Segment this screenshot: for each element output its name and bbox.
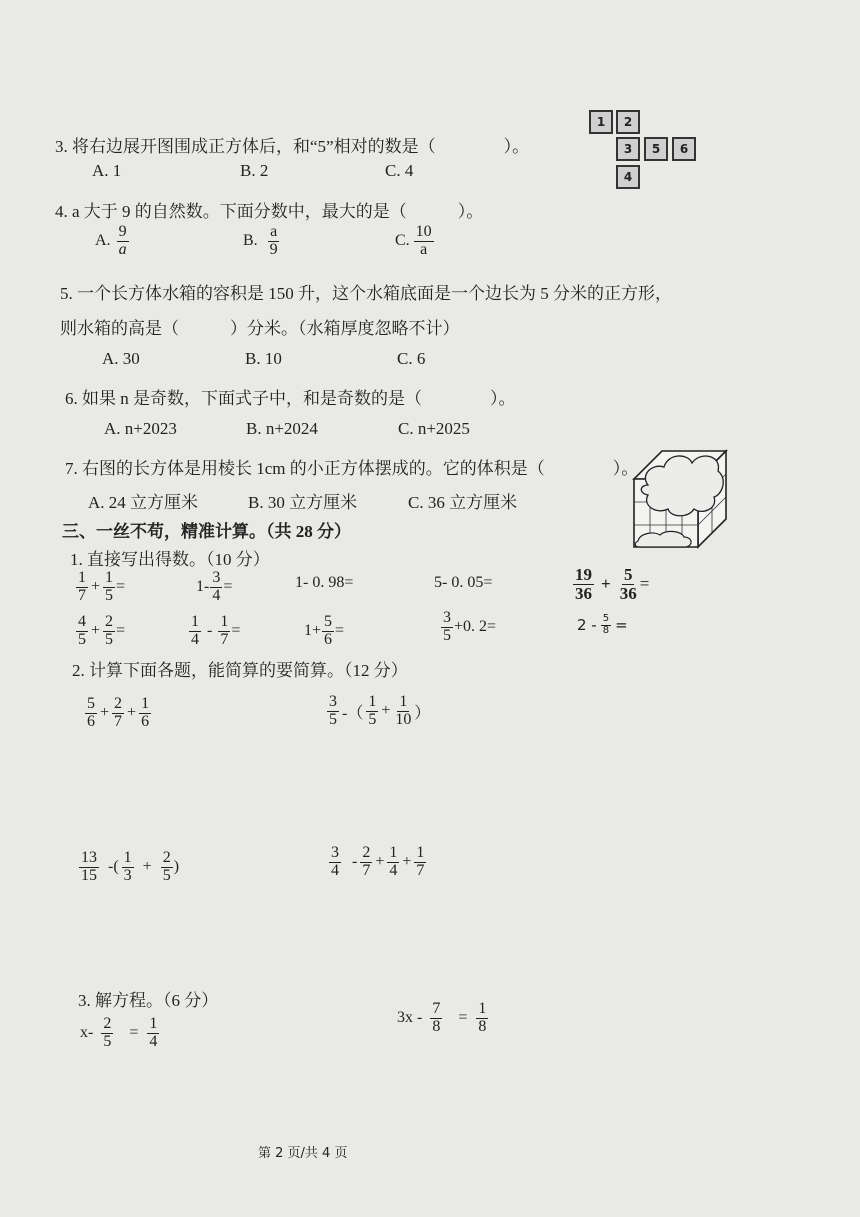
q5-option-c: C. 6 [397, 349, 426, 368]
q3-stem: 3. 将右边展开图围成正方体后，和“5”相对的数是（ ）。 [55, 137, 530, 156]
cuboid-diagram [630, 445, 730, 550]
q6-option-b: B. n+2024 [246, 419, 318, 438]
direct-r2c1: $\frac{4}{5}$ + $\frac{2}{5}$ = [78, 613, 126, 648]
calc-expr-1: $\frac{5}{6}$ + $\frac{2}{7}$ + $\frac{1}{6}$ [87, 695, 150, 730]
q7-option-a: A. 24 立方厘米 [88, 493, 199, 512]
direct-r2c3: 1+ $\frac{5}{6}$ = [304, 613, 345, 648]
q7-option-c: C. 36 立方厘米 [408, 493, 518, 512]
calc-expr-3: $\frac{13}{15}$ -( $\frac{1}{3}$ + $\frac{2}{5}$ ) [81, 849, 180, 884]
q4-stem: 4. a 大于 9 的自然数。下面分数中，最大的是（ ）。 [55, 202, 484, 221]
q4-option-c: C. $\frac{10}{a}$ [395, 223, 432, 258]
calc-expr-4: $\frac{3}{4}$ - $\frac{2}{7}$ + $\frac{1}{4}$ + $\frac{1}{7}$ [331, 844, 425, 879]
direct-r2c4: $\frac{3}{5}$ +0. 2= [443, 609, 497, 644]
page-footer: 第 2 页/共 4 页 [258, 1146, 348, 1161]
q4-option-b: B. $\frac{a}{9}$ [243, 223, 278, 258]
q6-stem: 6. 如果 n 是奇数，下面式子中，和是奇数的是（ ）。 [65, 389, 516, 408]
direct-r1c1: $\frac{1}{7}$ + $\frac{1}{5}$ = [78, 569, 126, 604]
direct-r1c4: 5- 0. 05= [434, 574, 493, 591]
direct-r1c2: 1- $\frac{3}{4}$ = [196, 569, 233, 604]
q6-option-c: C. n+2025 [398, 419, 470, 438]
q5-stem-line2: 则水箱的高是（ ）分米。（水箱厚度忽略不计） [60, 319, 460, 338]
net-cell-5: 5 [644, 137, 668, 161]
direct-r1c5: $\frac{19}{36}$ + $\frac{5}{36}$ = [575, 565, 650, 603]
q3-option-b: B. 2 [240, 161, 269, 180]
net-cell-3: 3 [616, 137, 640, 161]
part1-heading: 1. 直接写出得数。（10 分） [70, 550, 270, 569]
part3-heading: 3. 解方程。（6 分） [78, 991, 219, 1010]
direct-r2c2: $\frac{1}{4}$ - $\frac{1}{7}$ = [191, 613, 241, 648]
q3-option-a: A. 1 [92, 161, 122, 180]
net-cell-4: 4 [616, 165, 640, 189]
q7-option-b: B. 30 立方厘米 [248, 493, 358, 512]
net-cell-2: 2 [616, 110, 640, 134]
q5-stem-line1: 5. 一个长方体水箱的容积是 150 升，这个水箱底面是一个边长为 5 分米的正方形， [60, 284, 672, 303]
equation-1: x- $\frac{2}{5}$ = $\frac{1}{4}$ [80, 1015, 158, 1050]
q6-option-a: A. n+2023 [104, 419, 177, 438]
part2-heading: 2. 计算下面各题，能简算的要简算。（12 分） [72, 661, 408, 680]
net-cell-6: 6 [672, 137, 696, 161]
net-cell-1: 1 [589, 110, 613, 134]
q5-option-b: B. 10 [245, 349, 282, 368]
q7-stem: 7. 右图的长方体是用棱长 1cm 的小正方体摆成的。它的体积是（ ）。 [65, 459, 639, 478]
section-three-title: 三、一丝不苟，精准计算。（共 28 分） [62, 522, 351, 541]
q5-option-a: A. 30 [102, 349, 140, 368]
direct-r1c3: 1- 0. 98= [295, 574, 354, 591]
calc-expr-2: $\frac{3}{5}$ -（ $\frac{1}{5}$ + $\frac{1}{10}$ ） [329, 693, 431, 728]
q4-option-a: A. $\frac{9}{a}$ [95, 223, 127, 258]
equation-2: 3x - $\frac{7}{8}$ = $\frac{1}{8}$ [397, 1000, 487, 1035]
direct-r2c5: 2 - $\frac{5}{8}$ = [577, 613, 628, 636]
q3-option-c: C. 4 [385, 161, 414, 180]
